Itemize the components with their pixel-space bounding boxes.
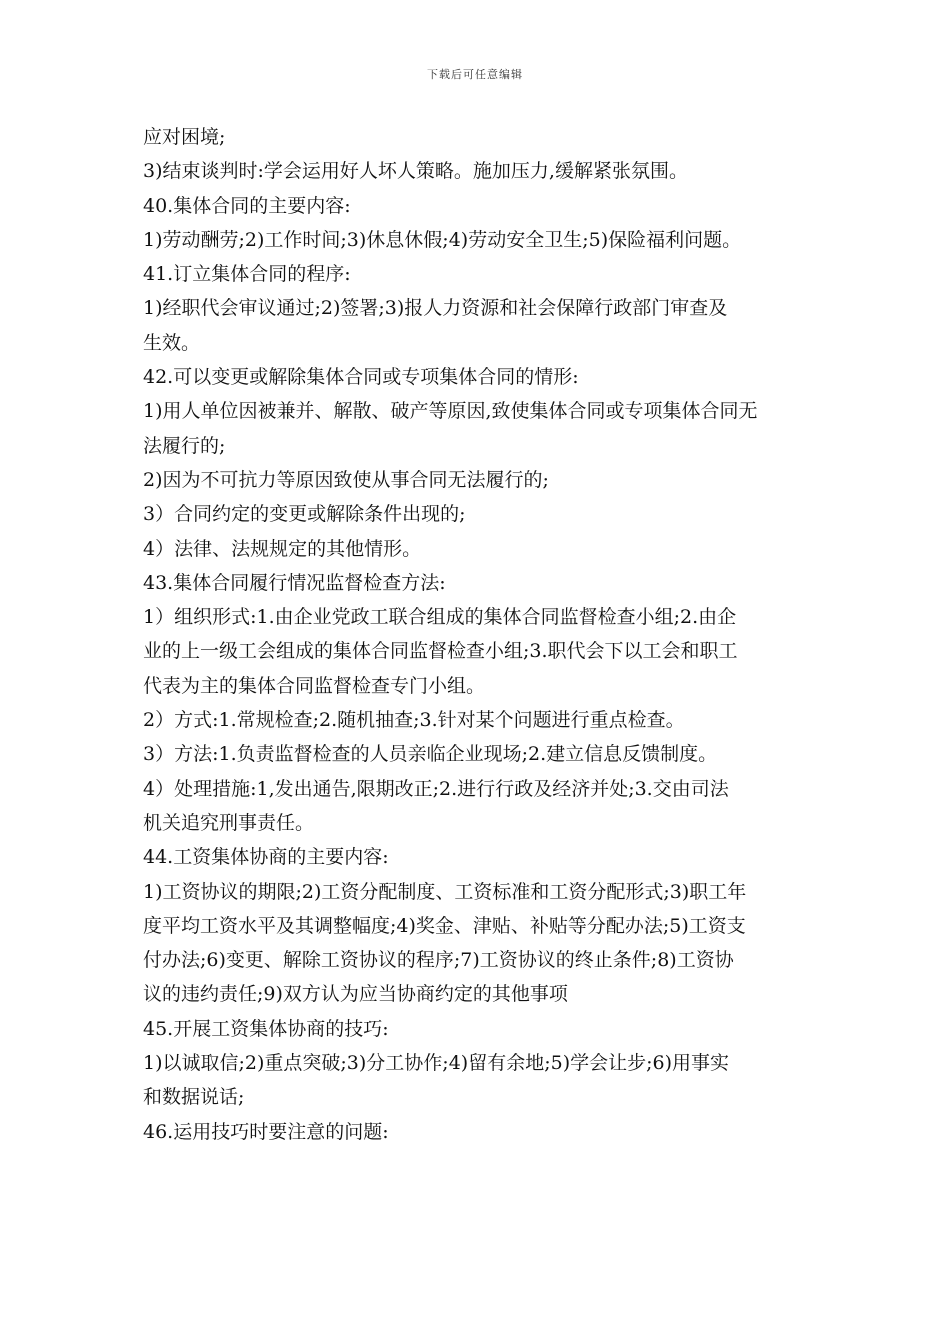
text-line: 1）组织形式:1.由企业党政工联合组成的集体合同监督检查小组;2.由企 [143, 606, 737, 629]
section-heading: 40.集体合同的主要内容: [143, 194, 351, 217]
section-heading: 46.运用技巧时要注意的问题: [143, 1120, 389, 1143]
section-heading: 42.可以变更或解除集体合同或专项集体合同的情形: [143, 366, 579, 389]
text-line: 1)经职代会审议通过;2)签署;3)报人力资源和社会保障行政部门审查及 [143, 297, 728, 320]
text-line: 1)以诚取信;2)重点突破;3)分工协作;4)留有余地;5)学会让步;6)用事实 [143, 1052, 730, 1075]
text-line: 1)劳动酬劳;2)工作时间;3)休息休假;4)劳动安全卫生;5)保险福利问题。 [143, 228, 742, 251]
text-line: 应对困境; [143, 126, 226, 148]
section-heading: 41.订立集体合同的程序: [143, 263, 351, 286]
text-line: 业的上一级工会组成的集体合同监督检查小组;3.职代会下以工会和职工 [143, 640, 738, 663]
text-line: 2）方式:1.常规检查;2.随机抽查;3.针对某个问题进行重点检查。 [143, 709, 685, 732]
text-line: 3）合同约定的变更或解除条件出现的; [143, 503, 466, 526]
text-line: 3）方法:1.负责监督检查的人员亲临企业现场;2.建立信息反馈制度。 [143, 743, 718, 766]
text-line: 机关追究刑事责任。 [143, 811, 315, 834]
text-line: 4）处理措施:1,发出通告,限期改正;2.进行行政及经济并处;3.交由司法 [143, 777, 729, 800]
page-header-note: 下载后可任意编辑 [427, 68, 523, 81]
text-line: 1)工资协议的期限;2)工资分配制度、工资标准和工资分配形式;3)职工年 [143, 880, 747, 903]
text-line: 议的违约责任;9)双方认为应当协商约定的其他事项 [143, 983, 568, 1006]
text-line: 4）法律、法规规定的其他情形。 [143, 537, 422, 560]
text-line: 法履行的; [143, 434, 226, 457]
document-body [143, 120, 808, 1149]
section-heading: 44.工资集体协商的主要内容: [143, 846, 389, 869]
section-heading: 45.开展工资集体协商的技巧: [143, 1017, 389, 1040]
text-line: 2)因为不可抗力等原因致使从事合同无法履行的; [143, 468, 549, 491]
text-line: 和数据说话; [143, 1086, 245, 1109]
text-line: 3)结束谈判时:学会运用好人坏人策略。施加压力,缓解紧张氛围。 [143, 160, 688, 183]
text-line: 生效。 [143, 331, 201, 354]
text-line: 付办法;6)变更、解除工资协议的程序;7)工资协议的终止条件;8)工资协 [143, 949, 734, 972]
text-line: 1)用人单位因被兼并、解散、破产等原因,致使集体合同或专项集体合同无 [143, 400, 758, 423]
section-heading: 43.集体合同履行情况监督检查方法: [143, 571, 446, 594]
text-line: 代表为主的集体合同监督检查专门小组。 [143, 674, 486, 697]
text-line: 度平均工资水平及其调整幅度;4)奖金、津贴、补贴等分配办法;5)工资支 [143, 914, 746, 937]
